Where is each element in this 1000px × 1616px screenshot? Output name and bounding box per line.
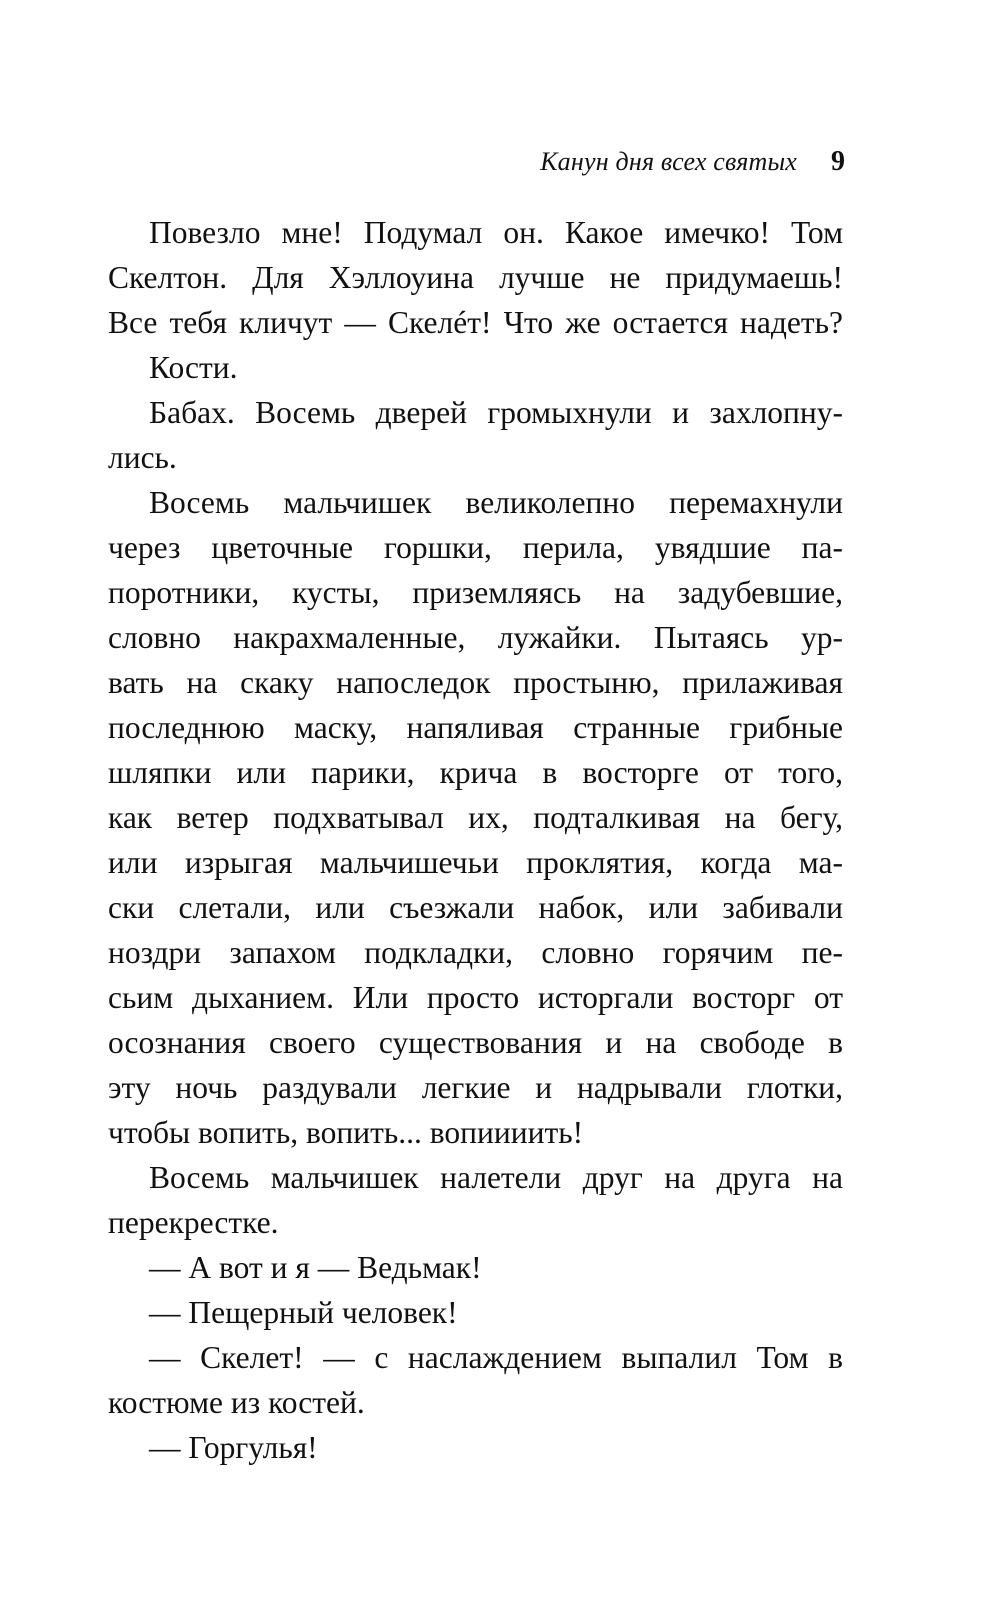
text-line: шляпки или парики, крича в восторге от того,	[108, 755, 843, 790]
text-line: ноздри запахом подкладки, словно горячим пе-	[108, 935, 843, 970]
text-line: Все тебя кличут — Скелéт! Что же остается надеть?	[108, 305, 843, 340]
text-line: как ветер подхватывал их, подталкивая на бегу,	[108, 800, 843, 835]
text-line: эту ночь раздували легкие и надрывали глотки,	[108, 1070, 843, 1105]
running-head	[105, 146, 845, 186]
text-line: чтобы вопить, вопить... вопиииить!	[108, 1115, 584, 1150]
body-text	[108, 210, 843, 1470]
text-line: — А вот и я — Ведьмак!	[149, 1250, 482, 1285]
text-line: костюме из костей.	[108, 1385, 365, 1420]
text-line: — Скелет! — с наслаждением выпалил Том в	[149, 1340, 843, 1375]
text-line: Восемь мальчишек налетели друг на друга на	[149, 1160, 843, 1195]
text-line: или изрыгая мальчишечьи проклятия, когда ма-	[108, 845, 843, 880]
running-title: Канун дня всех святых	[540, 147, 797, 176]
text-line: Кости.	[149, 350, 238, 385]
text-line: лись.	[108, 440, 177, 475]
text-line: ски слетали, или съезжали набок, или забивали	[108, 890, 843, 925]
page-number: 9	[831, 146, 845, 177]
text-line: последнюю маску, напяливая странные грибные	[108, 710, 843, 745]
text-line: — Горгулья!	[149, 1430, 318, 1465]
text-line: через цветочные горшки, перила, увядшие па-	[108, 530, 843, 565]
text-line: словно накрахмаленные, лужайки. Пытаясь ур-	[108, 620, 843, 655]
text-line: Бабах. Восемь дверей громыхнули и захлопну-	[149, 395, 843, 430]
text-line: Скелтон. Для Хэллоуина лучше не придумаешь!	[108, 260, 843, 295]
text-line: сьим дыханием. Или просто исторгали восторг от	[108, 980, 843, 1015]
text-line: осознания своего существования и на свободе в	[108, 1025, 843, 1060]
text-line: поротники, кусты, приземляясь на задубевшие,	[108, 575, 843, 610]
text-line: — Пещерный человек!	[149, 1295, 458, 1330]
text-line: перекрестке.	[108, 1205, 279, 1240]
text-line: вать на скаку напоследок простыню, прилаживая	[108, 665, 843, 700]
text-line: Восемь мальчишек великолепно перемахнули	[149, 485, 843, 520]
text-line: Повезло мне! Подумал он. Какое имечко! Том	[149, 215, 843, 250]
